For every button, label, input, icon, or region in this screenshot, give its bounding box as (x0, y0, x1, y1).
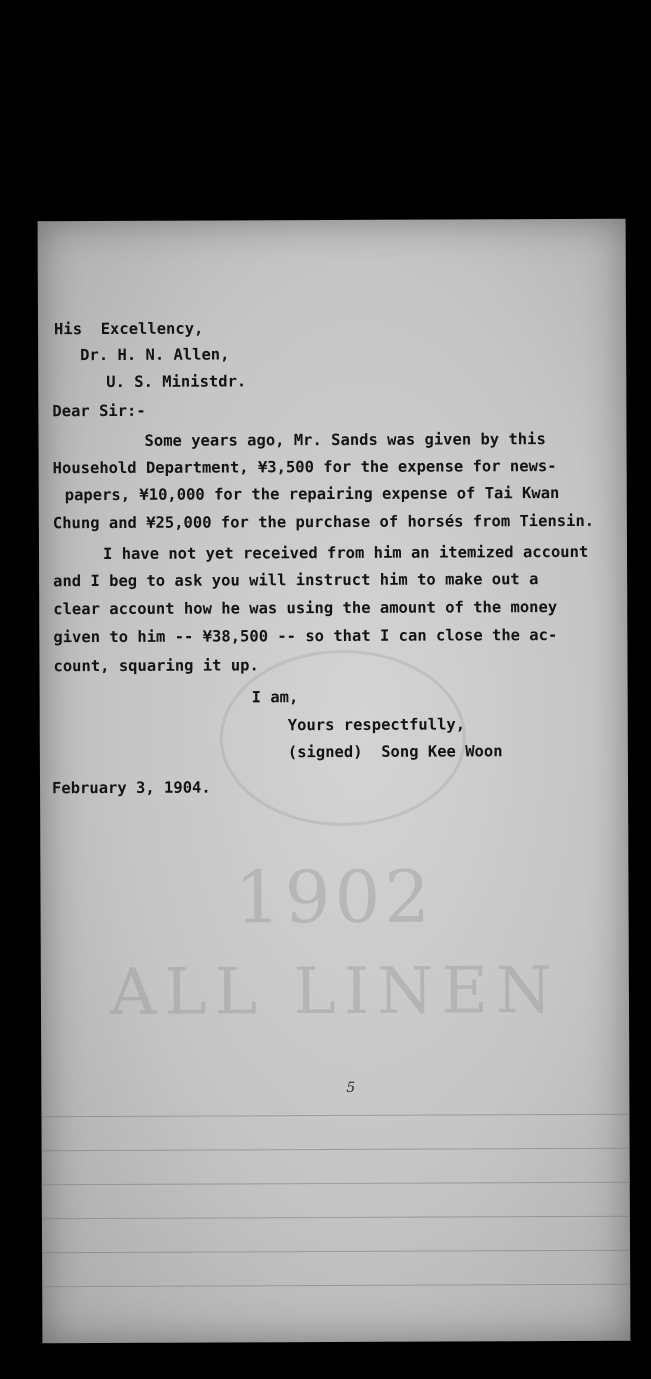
salutation: Dear Sir:- (52, 401, 146, 421)
body-line-8: given to him -- ¥38,500 -- so that I can close the ac- (53, 626, 558, 647)
body-line-6: and I beg to ask you will instruct him to make out a (53, 570, 539, 591)
body-line-2: Household Department, ¥3,500 for the expense for news- (52, 457, 557, 478)
addressee-line-2: Dr. H. N. Allen, (80, 345, 230, 365)
closing-i-am: I am, (251, 688, 299, 707)
page-mark: 5 (346, 1079, 356, 1096)
closing-signature: (signed) Song Kee Woon (287, 742, 503, 762)
addressee-line-3: U. S. Ministdr. (106, 372, 247, 391)
body-line-7: clear account how he was using the amount of the money (53, 598, 558, 619)
letter-text (38, 219, 626, 798)
body-line-3: papers, ¥10,000 for the repairing expense of Tai Kwan (64, 484, 560, 505)
letter-paper (38, 219, 631, 1344)
body-line-9: count, squaring it up. (53, 656, 259, 676)
ruled-lines (41, 1114, 630, 1321)
watermark-seal (219, 649, 466, 826)
letter-date: February 3, 1904. (51, 778, 211, 798)
watermark-year: 1902 (234, 854, 435, 940)
closing-yours: Yours respectfully, (287, 715, 466, 735)
watermark-linen: ALL LINEN (109, 954, 561, 1030)
body-line-5: I have not yet received from him an itemized account (102, 542, 589, 564)
body-line-1: Some years ago, Mr. Sands was given by this (144, 430, 546, 450)
body-line-4: Chung and ¥25,000 for the purchase of horsés from Tiensin. (52, 511, 595, 533)
addressee-line-1: His Excellency, (53, 319, 204, 339)
